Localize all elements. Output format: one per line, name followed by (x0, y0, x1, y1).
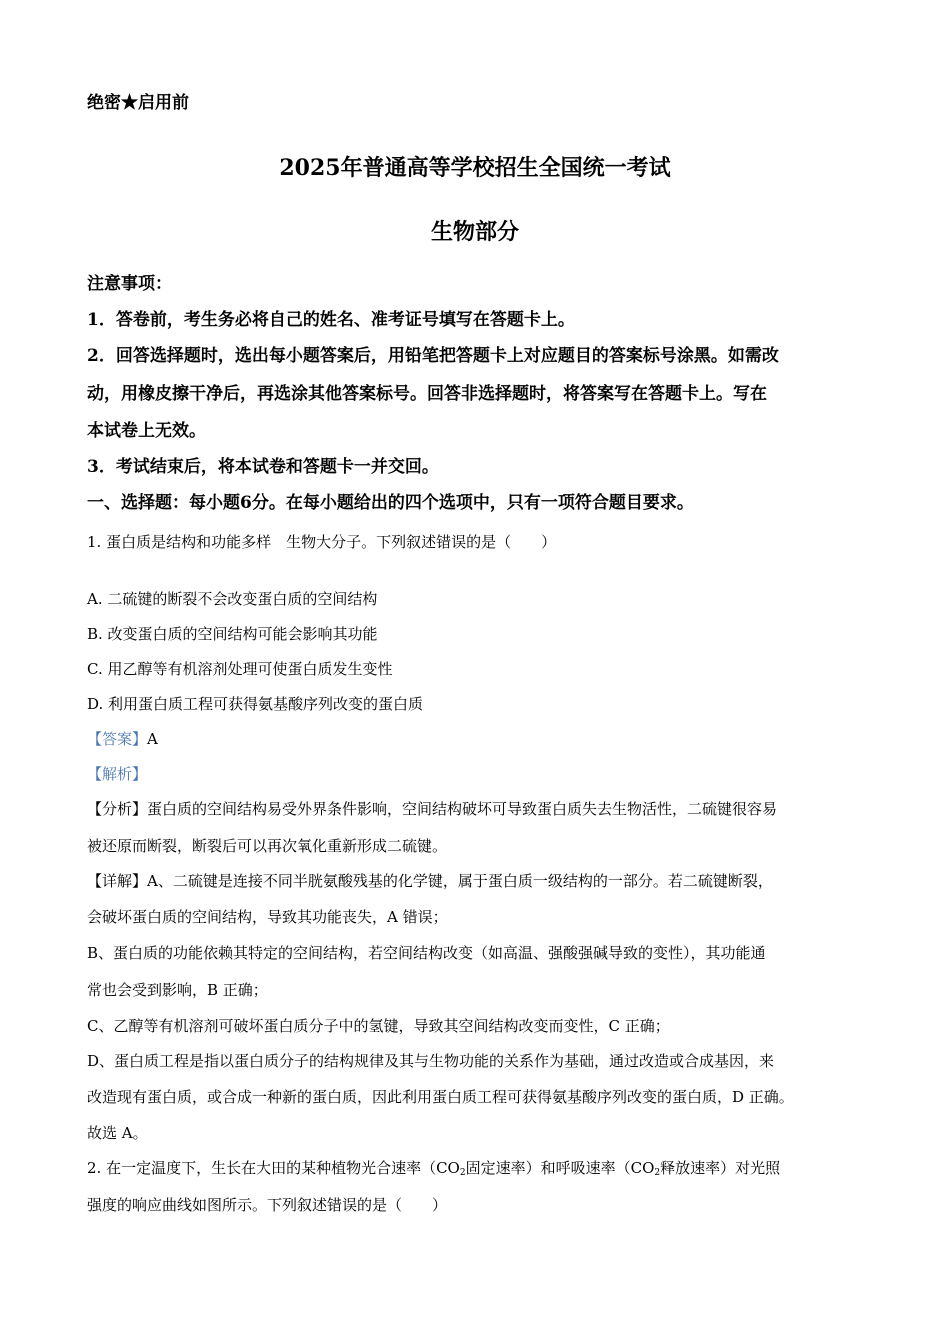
section-heading: 一、选择题：每小题6分。在每小题给出的四个选项中，只有一项符合题目要求。 (87, 493, 694, 513)
detail-b-line-1: B、蛋白质的功能依赖其特定的空间结构，若空间结构改变（如高温、强酸强碱导致的变性），其功能通 (87, 944, 766, 962)
q1-option-a: A. 二硫键的断裂不会改变蛋白质的空间结构 (87, 590, 378, 608)
detail-a-text-1: A、二硫键是连接不同半胱氨酸残基的化学键，属于蛋白质一级结构的一部分。若二硫键断裂， (147, 872, 773, 890)
detail-a-line-1 (87, 874, 773, 889)
analysis-tag: 【解析】 (87, 765, 148, 783)
q2-stem-part-2: 固定速率）和呼吸速率（CO (465, 1159, 655, 1177)
notice-item-2-line-1: 2．回答选择题时，选出每小题答案后，用铅笔把答题卡上对应题目的答案标号涂黑。如需改 (87, 346, 779, 366)
xiangjie-tag: 【详解】 (87, 872, 148, 890)
q1-option-c: C. 用乙醇等有机溶剂处理可使蛋白质发生变性 (87, 660, 393, 678)
fenxi-tag: 【分析】 (87, 800, 148, 818)
co2-subscript: 2 (459, 1168, 466, 1178)
notice-item-1: 1．答卷前，考生务必将自己的姓名、准考证号填写在答题卡上。 (87, 310, 575, 330)
q2-stem-part-1: 2. 在一定温度下，生长在大田的某种植物光合速率（CO (87, 1159, 460, 1177)
q2-stem-part-3: 释放速率）对光照 (660, 1159, 781, 1177)
detail-b-line-2: 常也会受到影响，B 正确； (87, 981, 268, 999)
detail-d-line-2: 改造现有蛋白质，或合成一种新的蛋白质，因此利用蛋白质工程可获得氨基酸序列改变的蛋白质，D 正确。 (87, 1088, 794, 1106)
detail-a-line-2: 会破坏蛋白质的空间结构，导致其功能丧失，A 错误； (87, 908, 448, 926)
detail-d-line-1: D、蛋白质工程是指以蛋白质分子的结构规律及其与生物功能的关系作为基础，通过改造或合成基因，来 (87, 1052, 775, 1070)
notice-heading: 注意事项： (87, 274, 172, 294)
q2-stem-line-2: 强度的响应曲线如图所示。下列叙述错误的是（ ） (87, 1196, 448, 1214)
answer-value: A (147, 730, 158, 748)
co2-subscript: 2 (654, 1168, 661, 1178)
answer-tag: 【答案】 (87, 730, 148, 748)
q1-option-b: B. 改变蛋白质的空间结构可能会影响其功能 (87, 625, 378, 643)
notice-item-2-line-3: 本试卷上无效。 (87, 421, 206, 441)
q2-stem-line-1 (87, 1161, 780, 1176)
q1-stem: 1. 蛋白质是结构和功能多样 生物大分子。下列叙述错误的是（ ） (87, 533, 557, 551)
exam-title: 2025年普通高等学校招生全国统一考试 (279, 155, 671, 181)
exam-subtitle: 生物部分 (430, 219, 519, 245)
fenxi-text-1: 蛋白质的空间结构易受外界条件影响，空间结构破坏可导致蛋白质失去生物活性，二硫键很容易 (147, 800, 778, 818)
conclusion: 故选 A。 (87, 1124, 148, 1142)
q1-answer (87, 732, 158, 747)
confidential-label: 绝密★启用前 (87, 93, 189, 113)
detail-c: C、乙醇等有机溶剂可破坏蛋白质分子中的氢键，导致其空间结构改变而变性，C 正确； (87, 1017, 670, 1035)
fenxi-line-2: 被还原而断裂，断裂后可以再次氧化重新形成二硫键。 (87, 837, 448, 855)
notice-item-2-line-2: 动，用橡皮擦干净后，再选涂其他答案标号。回答非选择题时，将答案写在答题卡上。写在 (87, 384, 767, 404)
fenxi-line-1 (87, 802, 777, 817)
q1-option-d: D. 利用蛋白质工程可获得氨基酸序列改变的蛋白质 (87, 695, 424, 713)
notice-item-3: 3．考试结束后，将本试卷和答题卡一并交回。 (87, 457, 439, 477)
